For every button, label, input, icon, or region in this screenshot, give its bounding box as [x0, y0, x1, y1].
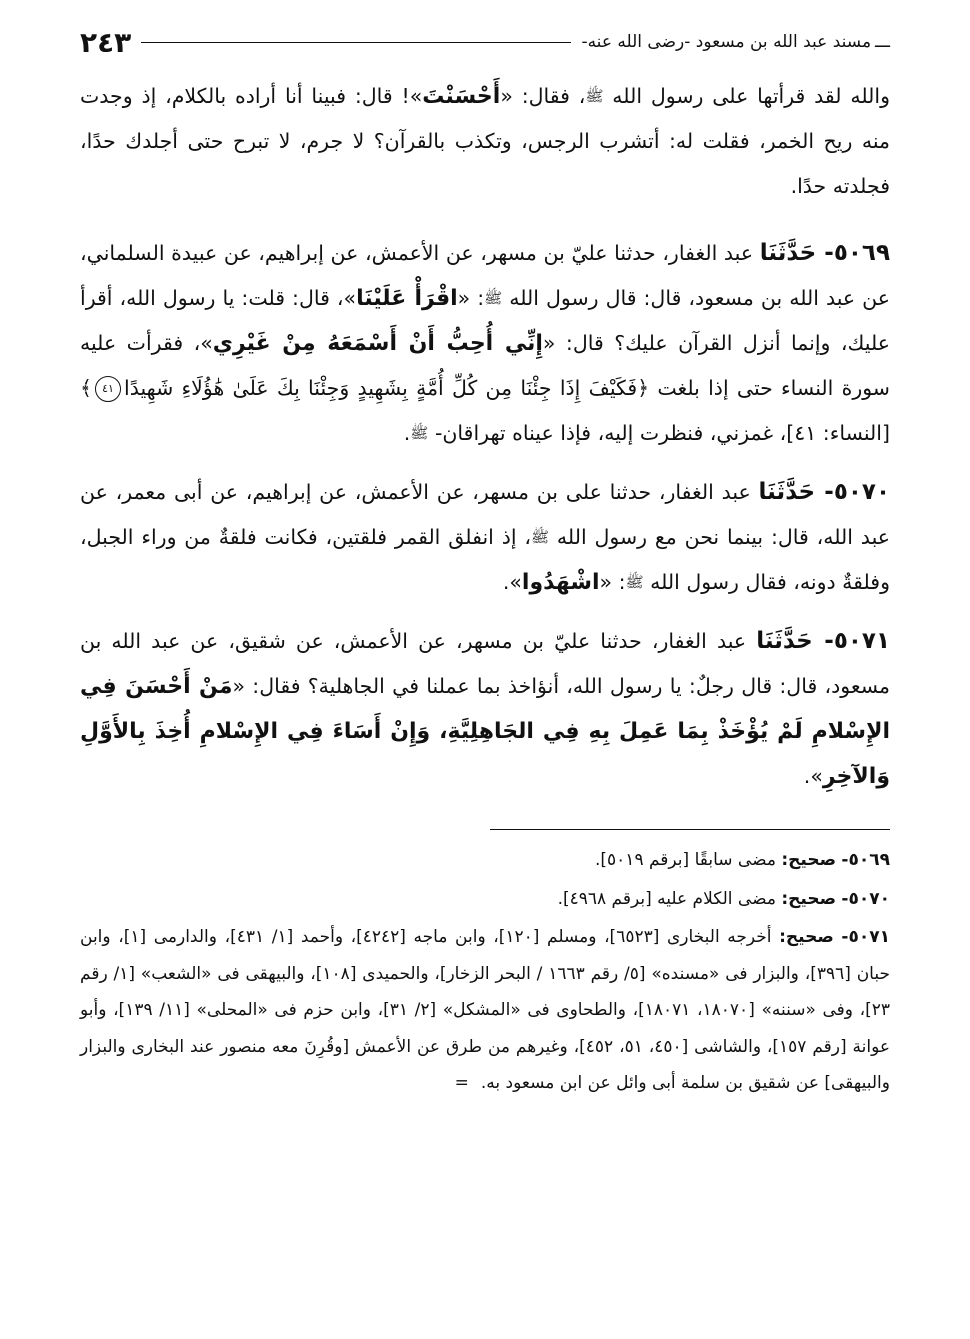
footnote-text: مضى الكلام عليه [برقم ٤٩٦٨]. [557, 888, 776, 909]
footnote-5070 [80, 881, 890, 918]
footnote-grade: صحيح: [781, 850, 837, 870]
salla-icon: ﷺ [484, 289, 503, 307]
page-number: ٢٤٣ [80, 25, 132, 59]
prophet-quote: اقْرَأْ عَلَيْنَا [356, 286, 458, 311]
book-page [80, 22, 890, 1104]
footnote-5071 [80, 919, 890, 1102]
prophet-quote: اشْهَدُوا [521, 570, 600, 595]
salla-icon: ﷺ [585, 87, 604, 105]
header-dash: ـــ [875, 32, 890, 52]
footnote-separator [490, 829, 890, 830]
hadith-number: ٥٠٦٩- حَدَّثَنَا [759, 240, 891, 266]
footnote-number: ٥٠٦٩- [841, 850, 890, 870]
footnote-grade: صحيح: [779, 927, 834, 947]
prophet-quote: أَحْسَنْتَ [422, 84, 501, 109]
salla-icon: ﷺ [410, 424, 429, 442]
prophet-quote: إِنِّي أُحِبُّ أَنْ أَسْمَعَهُ مِنْ غَيْرِي [212, 331, 543, 356]
footnote-text: مضى سابقًا [برقم ٥٠١٩]. [595, 850, 776, 870]
header-rule [141, 42, 571, 43]
prophet-quote: مَنْ أَحْسَنَ فِي الإِسْلامِ لَمْ يُؤْخَذْ بِمَا عَمِلَ بِهِ فِي الجَاهِلِيَّةِ، وَإِنْ أَسَاءَ فِي الإِسْلامِ أُخِذَ بِالأَوَّلِ وَالآخِرِ [80, 674, 890, 789]
quran-verse: فَكَيْفَ إِذَا جِئْنَا مِن كُلِّ أُمَّةٍ بِشَهِيدٍ وَجِئْنَا بِكَ عَلَىٰ هَٰؤُلَاءِ شَهِيدًا [124, 376, 638, 400]
footnote-number: ٥٠٧١- [841, 927, 890, 947]
continued-marker: = [454, 1073, 469, 1093]
paragraph-continuation: والله لقد قرأتها على رسول الله ﷺ، فقال: «أَحْسَنْتَ»! قال: فبينا أنا أراده بالكلام، إذ وجدت منه ريح الخمر، فقلت له: أتشرب الرجس، وتكذب بالقرآن؟ لا جرم، لا تبرح حتى أجلدك حدًا، فجلدته حدًا. [80, 84, 890, 198]
footnote-text: أخرجه البخارى [٦٥٢٣]، ومسلم [١٢٠]، وابن ماجه [٤٢٤٢]، وأحمد [١/ ٤٣١]، والدارمى [١]، وابن حبان [٣٩٦]، والبزار فى «مسنده» [٥/ رقم ١٦٦٣ / البحر الزخار]، والحميدى [١٠٨]، والبيهقى فى «الشعب» [١/ رقم ٢٣]، وفى «سننه» [١٨٠٧٠، ١٨٠٧١]، والطحاوى فى «المشكل» [٢/ ٣١]، وابن حزم فى «المحلى» [١١/ ١٣٩]، وأبو عوانة [رقم ١٥٧]، والشاشى [٤٥٠، ٥١، ٤٥٢]، وغيرهم من طرق عن الأعمش [وقُرِنَ معه منصور عند البخارى والبزار والبيهقى] عن شقيق بن سلمة أبى وائل عن ابن مسعود به. [80, 927, 891, 1093]
salla-icon: ﷺ [530, 528, 550, 546]
footnote-5069 [80, 842, 890, 879]
header-title: مسند عبد الله بن مسعود -رضى الله عنه- [581, 32, 872, 52]
footnote-grade: صحيح: [781, 888, 837, 909]
hadith-5069: ٥٠٦٩- حَدَّثَنَا عبد الغفار، حدثنا عليّ بن مسهر، عن الأعمش، عن إبراهيم، عن عبيدة السلماني، عن عبد الله بن مسعود، قال: قال رسول الله ﷺ: «اقْرَأْ عَلَيْنَا»، قال: قلت: يا رسول الله، أقرأ عليك، وإنما أنزل القرآن عليك؟ قال: «إِنِّي أُحِبُّ أَنْ أَسْمَعَهُ مِنْ غَيْرِي»، فقرأت عليه سورة النساء حتى إذا بلغت ﴿فَكَيْفَ إِذَا جِئْنَا مِن كُلِّ أُمَّةٍ بِشَهِيدٍ وَجِئْنَا بِكَ عَلَىٰ هَٰؤُلَاءِ شَهِيدًا٤١﴾ [النساء: ٤١]، غمزني، فنظرت إليه، فإذا عيناه تهراقان- ﷺ. [80, 240, 891, 445]
salla-icon: ﷺ [625, 573, 644, 591]
footnote-number: ٥٠٧٠- [841, 888, 890, 909]
hadith-5071: ٥٠٧١- حَدَّثَنَا عبد الغفار، حدثنا عليّ بن مسهر، عن الأعمش، عن شقيق، عن عبد الله بن مسعود، قال: قال رجلٌ: يا رسول الله، أنؤاخذ بما عملنا في الجاهلية؟ فقال: «مَنْ أَحْسَنَ فِي الإِسْلامِ لَمْ يُؤْخَذْ بِمَا عَمِلَ بِهِ فِي الجَاهِلِيَّةِ، وَإِنْ أَسَاءَ فِي الإِسْلامِ أُخِذَ بِالأَوَّلِ وَالآخِرِ». [80, 628, 890, 789]
hadith-number: ٥٠٧١- حَدَّثَنَا [756, 628, 890, 654]
running-header [80, 22, 890, 62]
ayah-number-icon: ٤١ [95, 376, 121, 402]
hadith-5070: ٥٠٧٠- حَدَّثَنَا عبد الغفار، حدثنا على بن مسهر، عن الأعمش، عن إبراهيم، عن أبى معمر، عن عبد الله، قال: بينما نحن مع رسول الله ﷺ، إذ انفلق القمر فلقتين، فكانت فلقةٌ من وراء الجبل، وفلقةٌ دونه، فقال رسول الله ﷺ: «اشْهَدُوا». [80, 479, 890, 595]
hadith-number: ٥٠٧٠- حَدَّثَنَا [758, 479, 890, 505]
